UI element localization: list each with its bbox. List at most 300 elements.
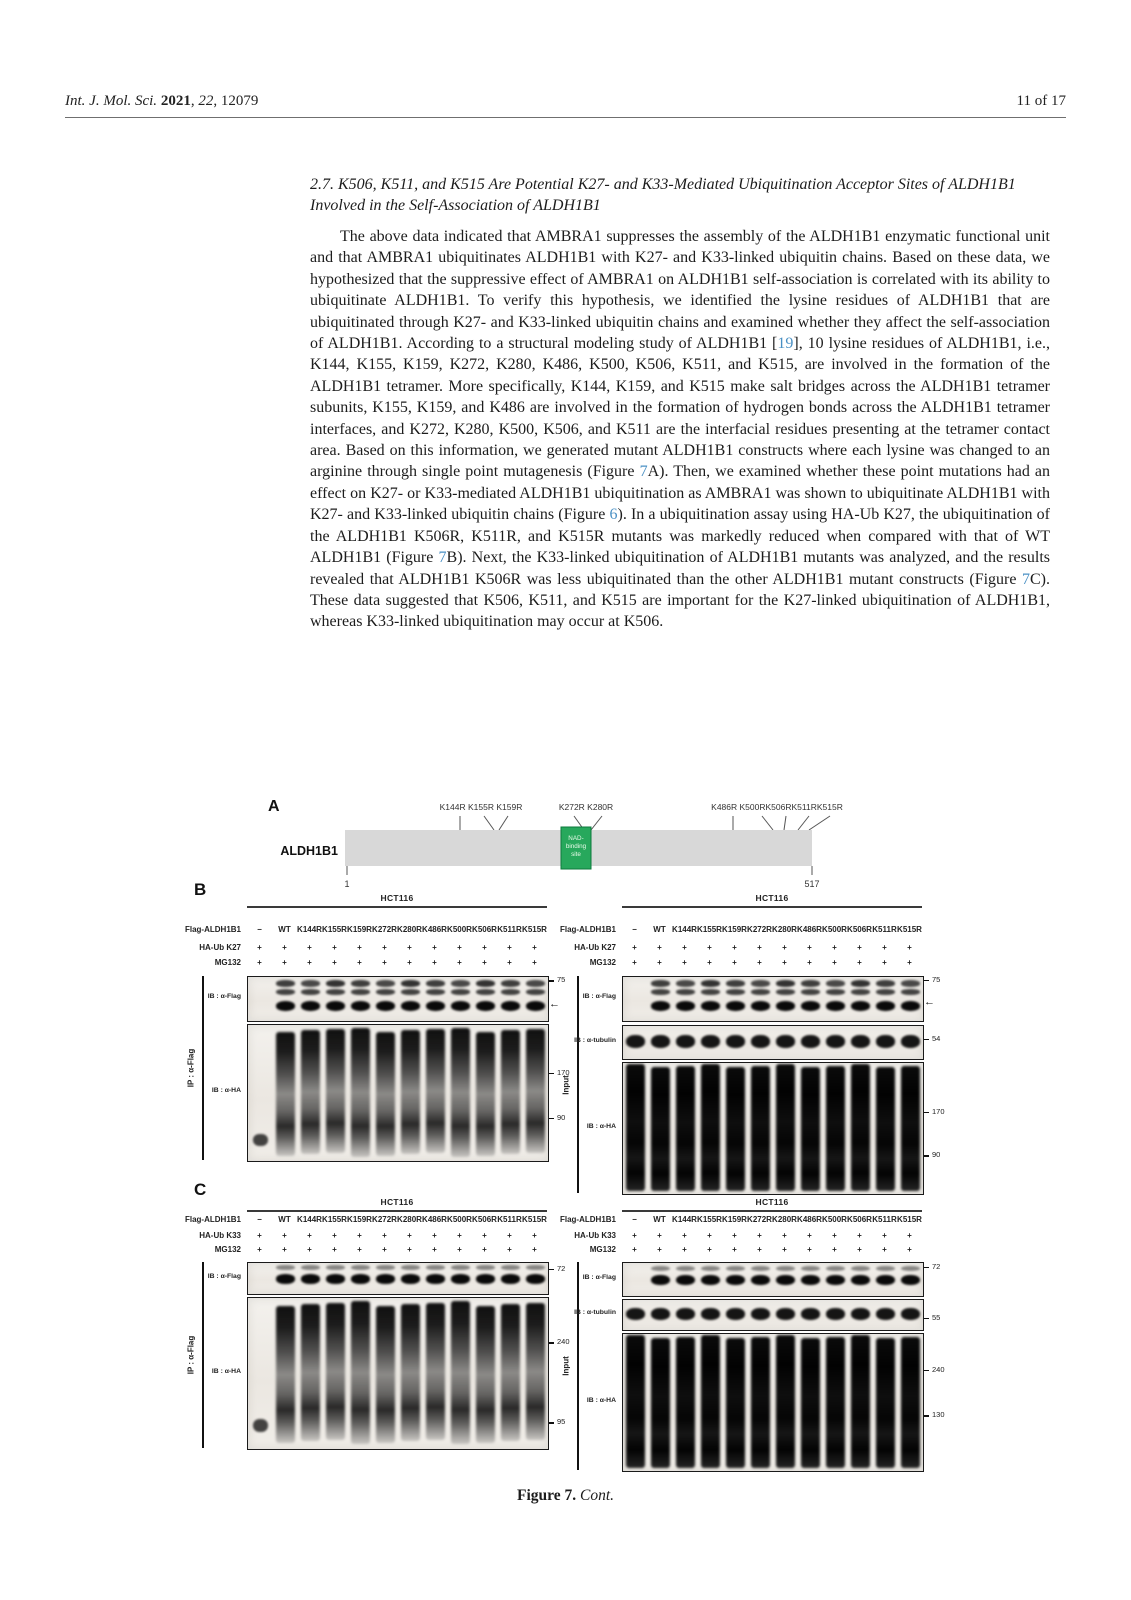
marker-label: 90 (557, 1112, 566, 1122)
mutation-group-3: K486R K500RK506RK511RK515R (711, 802, 843, 812)
row-label: HA-Ub K27 (574, 943, 616, 952)
lane-value: + (457, 958, 462, 967)
lane-value: + (682, 943, 687, 952)
blot-lane (775, 977, 796, 1021)
blot-lane (800, 1334, 821, 1471)
blot-image (622, 1333, 924, 1472)
lane-value: K506R (472, 925, 497, 934)
lane-value: K155R (697, 925, 722, 934)
blot-lane (625, 1026, 646, 1059)
blot-image (247, 1024, 549, 1162)
blot-lane (875, 1263, 896, 1296)
lane-value: K280R (397, 1215, 422, 1224)
blot-lane (250, 1025, 271, 1161)
blot-lane (800, 1300, 821, 1330)
blot-lane (650, 1063, 671, 1194)
marker-label: 75 (557, 975, 566, 985)
blot-lane (725, 1026, 746, 1059)
lane-value: K511R (497, 1215, 522, 1224)
lane-value: + (532, 1231, 537, 1240)
lane-value: K159R (722, 925, 747, 934)
lane-value: K272R (372, 925, 397, 934)
lane-value: + (782, 1245, 787, 1254)
lane-value: + (507, 943, 512, 952)
blot-lane (275, 1025, 296, 1161)
blot-lane (325, 1263, 346, 1294)
header-line (247, 906, 547, 908)
sep: , (190, 93, 199, 109)
reference-link[interactable]: 7 (438, 549, 447, 567)
lane-value: + (907, 958, 912, 967)
ib-label: IB : α-Flag (582, 993, 616, 1000)
paragraph-text: The above data indicated that AMBRA1 suppresses the assembly of the ALDH1B1 enzymatic functional unit and that AMBRA1 ubiquitinates ALDH1B1 with K27- and K33-linked ubiquitin chains. Based on these data, we hypothesized that the suppressive effect of AMBRA1 on ALDH1B1 self-association is correlated with its ability to ubiquitinate ALDH1B1. To verify this hypothesis, we identified the lysine residues of ALDH1B1 that are ubiquitinated through K27- and K33-linked ubiquitin chains and examined whether they affect the self-association of ALDH1B1. According to a structural modeling study of ALDH1B1 [ (310, 228, 1050, 353)
blot-lane (750, 1063, 771, 1194)
blot-lane (825, 1334, 846, 1471)
reference-link[interactable]: 7 (1022, 570, 1030, 588)
bracket-label: IP : α-Flag (186, 1335, 196, 1375)
lane-value: + (907, 943, 912, 952)
nad-label-1: NAD- (568, 835, 584, 842)
marker-label: 90 (932, 1150, 941, 1159)
lane-value: + (382, 1245, 387, 1254)
marker-tick (924, 1112, 929, 1114)
lane-value: + (307, 943, 312, 952)
figure-caption-label: Figure 7. (516, 1487, 577, 1504)
blot-lane (775, 1300, 796, 1330)
cell-line-label: HCT116 (380, 1197, 414, 1207)
lane-value: K280R (772, 925, 797, 934)
lane-value: + (257, 958, 262, 967)
ib-label: IB : α-HA (586, 1122, 616, 1130)
blot-lane (725, 1263, 746, 1296)
lane-value: + (907, 1231, 912, 1240)
blot-lane (375, 1025, 396, 1161)
lane-value: + (357, 1245, 362, 1254)
lane-value: + (432, 1245, 437, 1254)
lane-value: K144R (297, 925, 322, 934)
blot-lane (850, 977, 871, 1021)
lane-value: + (407, 958, 412, 967)
lane-value: + (632, 943, 637, 952)
lane-value: K500R (447, 1215, 472, 1224)
lane-value: + (407, 1245, 412, 1254)
blot-lane (875, 1300, 896, 1330)
lane-value: + (507, 1245, 512, 1254)
row-label: MG132 (589, 958, 616, 967)
lane-value: + (832, 958, 837, 967)
blot-lane (825, 977, 846, 1021)
blot-lane (725, 1063, 746, 1194)
blot-image (622, 1299, 924, 1331)
lane-value: + (657, 1245, 662, 1254)
lane-value: + (407, 1231, 412, 1240)
blot-lane (800, 1026, 821, 1059)
lane-value: + (657, 958, 662, 967)
lane-value: K272R (747, 925, 772, 934)
lane-value: + (257, 1231, 262, 1240)
lane-value: + (882, 958, 887, 967)
lane-value: K272R (372, 1215, 397, 1224)
lane-value: K515R (897, 925, 922, 934)
row-label: Flag-ALDH1B1 (184, 1215, 241, 1224)
volume: 22 (198, 93, 214, 109)
blot-lane (775, 1063, 796, 1194)
lane-value: − (632, 1215, 637, 1224)
lane-value: + (707, 1245, 712, 1254)
lane-value: K500R (822, 925, 847, 934)
protein-name: ALDH1B1 (280, 844, 338, 858)
paragraph-text: A). Then, we examined whether these point mutations had an effect on K27- or K33-mediated ALDH1B1 ubiquitination as AMBRA1 was shown to ubiquitinate ALDH1B1 with K27- and K33-linked ubiquitin chains (Figure (310, 463, 1050, 524)
lane-value: + (532, 1245, 537, 1254)
ib-label: IB : α-Flag (207, 993, 241, 1000)
row-label: HA-Ub K33 (574, 1231, 616, 1240)
lane-value: + (682, 1231, 687, 1240)
article-number: 12079 (220, 93, 259, 109)
blot-lane (750, 977, 771, 1021)
blot-lane (650, 1334, 671, 1471)
blot-lane (350, 977, 371, 1021)
lane-value: + (432, 1231, 437, 1240)
lane-value: + (332, 943, 337, 952)
blot-lane (800, 977, 821, 1021)
lane-value: + (632, 1231, 637, 1240)
reference-link[interactable]: 6 (609, 506, 618, 524)
bracket-line (577, 976, 579, 1193)
mutation-group-1: K144R K155R K159R (439, 802, 523, 812)
marker-label: 72 (932, 1261, 941, 1271)
header-line (247, 1210, 547, 1212)
marker-label: 95 (557, 1417, 566, 1427)
bracket-label: IP : α-Flag (186, 1048, 196, 1088)
marker-label: 54 (932, 1033, 941, 1043)
lane-value: K272R (747, 1215, 772, 1224)
blot-lane (350, 1263, 371, 1294)
lane-value: + (707, 943, 712, 952)
marker-tick (924, 1039, 929, 1041)
row-label: HA-Ub K33 (199, 1231, 241, 1240)
blot-lane (850, 1334, 871, 1471)
blot-lane (850, 1063, 871, 1194)
cell-line-label: HCT116 (380, 893, 414, 903)
lane-value: + (532, 943, 537, 952)
blot-lane (300, 1263, 321, 1294)
blot-lane (375, 1298, 396, 1449)
blot-lane (875, 1334, 896, 1471)
lane-value: + (832, 1231, 837, 1240)
row-label: Flag-ALDH1B1 (184, 925, 241, 934)
blot-lane (800, 1263, 821, 1296)
blot-lane (325, 1025, 346, 1161)
lane-value: K511R (872, 925, 897, 934)
blot-lane (450, 1263, 471, 1294)
row-label: MG132 (589, 1245, 616, 1254)
lane-value: + (482, 1231, 487, 1240)
nad-label-2: binding (565, 843, 587, 850)
ib-label: IB : α-HA (211, 1367, 241, 1375)
lane-value: + (732, 943, 737, 952)
blot-lane (900, 1063, 921, 1194)
lane-value: + (882, 1231, 887, 1240)
lane-value: K486R (422, 1215, 447, 1224)
row-label: Flag-ALDH1B1 (559, 925, 616, 934)
lane-value: + (532, 958, 537, 967)
blot-lane (350, 1298, 371, 1449)
blot-lane (875, 1026, 896, 1059)
lane-value: + (482, 943, 487, 952)
lane-value: + (682, 958, 687, 967)
paragraph-text: ], 10 lysine residues of ALDH1B1, i.e., K144, K155, K159, K272, K280, K486, K500, K506, K511, and K515, are involved in the formation of the ALDH1B1 tetramer. More specifically, K144, K159, and K515 make salt bridges across the ALDH1B1 tetramer subunits, K155, K159, and K486 are involved in the formation of hydrogen bonds across the ALDH1B1 tetramer interfaces, and K272, K280, K500, K506, and K511 are the interfacial residues presenting at the tetramer contact area. Based on this information, we generated mutant ALDH1B1 constructs where each lysine was changed to an arginine through single point mutagenesis (Figure (310, 335, 1050, 481)
blot-lane (900, 977, 921, 1021)
lane-value: + (307, 1245, 312, 1254)
blot-lane (300, 977, 321, 1021)
panel-label-C: C (194, 1180, 207, 1199)
lane-value: + (732, 1245, 737, 1254)
blot-lane (250, 1263, 271, 1294)
blot-lane (700, 1026, 721, 1059)
blot-lane (300, 1298, 321, 1449)
band-arrow-icon: ← (549, 998, 560, 1011)
lane-value: K159R (347, 925, 372, 934)
bracket-line (577, 1262, 579, 1470)
marker-label: 170 (557, 1067, 570, 1077)
blot-lane (275, 1263, 296, 1294)
lane-value: K506R (847, 1215, 872, 1224)
blot-lane (775, 1334, 796, 1471)
lane-value: K280R (772, 1215, 797, 1224)
blot-lane (475, 1025, 496, 1161)
lane-value: + (757, 943, 762, 952)
page-number: 11 of 17 (1016, 93, 1066, 109)
ib-label: IB : α-HA (211, 1087, 241, 1094)
lane-value: + (357, 958, 362, 967)
blot-lane (650, 1300, 671, 1330)
marker-tick (549, 1073, 554, 1075)
lane-value: K159R (347, 1215, 372, 1224)
cell-line-label: HCT116 (755, 893, 789, 903)
reference-link[interactable]: 19 (777, 335, 794, 353)
lane-value: K155R (322, 925, 347, 934)
lane-value: + (382, 958, 387, 967)
figure-caption (0, 1487, 1131, 1505)
lane-value: + (832, 1245, 837, 1254)
blot-lane (325, 1298, 346, 1449)
blot-lane (875, 1063, 896, 1194)
lane-value: + (807, 1231, 812, 1240)
marker-tick (924, 1318, 929, 1320)
lane-value: WT (278, 925, 291, 934)
blot-lane (525, 1025, 546, 1161)
lane-value: + (632, 958, 637, 967)
lane-value: + (307, 958, 312, 967)
lane-value: K500R (447, 925, 472, 934)
marker-label: 240 (932, 1364, 945, 1374)
blot-lane (475, 1263, 496, 1294)
ib-label: IB : α-Flag (582, 1273, 616, 1281)
scale-start: 1 (344, 879, 350, 889)
lane-value: + (857, 1231, 862, 1240)
blot-lane (775, 1026, 796, 1059)
row-label: Flag-ALDH1B1 (559, 1215, 616, 1224)
blot-lane (700, 1334, 721, 1471)
marker-tick (549, 1422, 554, 1424)
lane-value: + (757, 958, 762, 967)
marker-tick (924, 1370, 929, 1372)
blot-lane (500, 1298, 521, 1449)
lane-value: + (807, 943, 812, 952)
lane-value: + (282, 1245, 287, 1254)
marker-label: 55 (932, 1312, 941, 1322)
lane-value: K144R (672, 1215, 697, 1224)
blot-lane (700, 1063, 721, 1194)
lane-value: + (457, 1231, 462, 1240)
lane-value: + (857, 943, 862, 952)
lane-value: K159R (722, 1215, 747, 1224)
lane-value: + (707, 958, 712, 967)
blot-lane (675, 1263, 696, 1296)
nad-label-3: site (571, 851, 581, 858)
blot-lane (425, 1025, 446, 1161)
marker-label: 75 (932, 974, 941, 984)
ib-label: IB : α-HA (586, 1396, 616, 1404)
lane-value: + (507, 1231, 512, 1240)
blot-lane (625, 1334, 646, 1471)
blot-lane (900, 1300, 921, 1330)
blot-image (622, 1062, 924, 1195)
ib-label: IB : α-Flag (207, 1272, 241, 1280)
blot-lane (700, 977, 721, 1021)
lane-value: K144R (672, 925, 697, 934)
lane-value: − (632, 925, 637, 934)
marker-label: 170 (932, 1106, 945, 1116)
lane-value: + (782, 943, 787, 952)
blot-lane (650, 1026, 671, 1059)
blot-lane (725, 1334, 746, 1471)
lane-value: + (257, 943, 262, 952)
lane-value: K144R (297, 1215, 322, 1224)
lane-value: + (357, 1231, 362, 1240)
blot-lane (750, 1334, 771, 1471)
blot-lane (825, 1300, 846, 1330)
pub-year: 2021 (160, 93, 191, 109)
blot-lane (325, 977, 346, 1021)
lane-value: K155R (322, 1215, 347, 1224)
lane-value: + (632, 1245, 637, 1254)
lane-value: + (882, 943, 887, 952)
blot-image (247, 1297, 549, 1450)
blot-lane (525, 1298, 546, 1449)
header-line (622, 906, 922, 908)
blot-lane (400, 977, 421, 1021)
blot-lane (300, 1025, 321, 1161)
blot-lane (750, 1300, 771, 1330)
blot-lane (825, 1026, 846, 1059)
blot-lane (675, 977, 696, 1021)
ib-label: IB : α-tubulin (574, 1036, 616, 1044)
lane-value: + (807, 958, 812, 967)
paragraph-text: B). Next, the K33-linked ubiquitination of ALDH1B1 mutants was analyzed, and the results revealed that ALDH1B1 K506R was less ubiquitinated than the other ALDH1B1 mutant constructs (Figure (310, 549, 1050, 588)
blot-lane (675, 1300, 696, 1330)
lane-value: + (807, 1245, 812, 1254)
ib-label: IB : α-tubulin (574, 1309, 616, 1316)
lane-value: K515R (522, 1215, 547, 1224)
blot-lane (275, 977, 296, 1021)
lane-value: K486R (797, 925, 822, 934)
blot-lane (900, 1026, 921, 1059)
blot-image (622, 1262, 924, 1297)
blot-lane (675, 1063, 696, 1194)
blot-lane (625, 1300, 646, 1330)
lane-value: + (657, 943, 662, 952)
lane-value: + (482, 958, 487, 967)
lane-value: K515R (897, 1215, 922, 1224)
row-label: MG132 (214, 958, 241, 967)
blot-lane (250, 1298, 271, 1449)
blot-lane (825, 1263, 846, 1296)
lane-value: + (732, 958, 737, 967)
lane-value: + (432, 958, 437, 967)
lane-value: K515R (522, 925, 547, 934)
lane-value: + (782, 1231, 787, 1240)
mutation-group-2: K272R K280R (558, 802, 614, 812)
blot-lane (900, 1334, 921, 1471)
blot-lane (400, 1298, 421, 1449)
blot-lane (750, 1263, 771, 1296)
blot-image (622, 1025, 924, 1060)
lane-value: + (782, 958, 787, 967)
lane-value: + (682, 1245, 687, 1254)
marker-tick (924, 980, 929, 982)
lane-value: + (282, 958, 287, 967)
lane-value: K506R (472, 1215, 497, 1224)
lane-value: + (482, 1245, 487, 1254)
marker-label: 240 (557, 1337, 570, 1347)
cell-line-label: HCT116 (755, 1197, 789, 1207)
lane-value: K511R (872, 1215, 897, 1224)
lane-value: + (757, 1245, 762, 1254)
lane-value: K486R (422, 925, 447, 934)
blot-lane (275, 1298, 296, 1449)
lane-value: + (657, 1231, 662, 1240)
lane-value: + (332, 1231, 337, 1240)
blot-lane (725, 1300, 746, 1330)
blot-lane (625, 1263, 646, 1296)
blot-lane (400, 1263, 421, 1294)
lane-value: K506R (847, 925, 872, 934)
reference-link[interactable]: 7 (639, 463, 648, 481)
lane-value: K155R (697, 1215, 722, 1224)
blot-lane (625, 977, 646, 1021)
lane-value: + (382, 1231, 387, 1240)
bracket-label: Input (561, 1356, 571, 1376)
journal-name: Int. J. Mol. Sci. (65, 93, 158, 109)
lane-value: + (257, 1245, 262, 1254)
lane-value: + (907, 1245, 912, 1254)
lane-value: + (332, 1245, 337, 1254)
paragraph-text: C). These data suggested that K506, K511, and K515 are important for the K27-linked ubiquitination of ALDH1B1, whereas K33-linked ubiquitination may occur at K506. (310, 570, 1050, 631)
bracket-label: Input (561, 1074, 571, 1095)
lane-value: + (357, 943, 362, 952)
lane-value: K500R (822, 1215, 847, 1224)
blot-lane (500, 1025, 521, 1161)
panel-label-A: A (268, 798, 280, 815)
marker-tick (549, 980, 554, 982)
blot-lane (650, 977, 671, 1021)
lane-value: WT (653, 925, 666, 934)
blot-lane (650, 1263, 671, 1296)
blot-lane (675, 1334, 696, 1471)
blot-lane (450, 1025, 471, 1161)
figure-caption-cont: Cont. (579, 1487, 615, 1504)
